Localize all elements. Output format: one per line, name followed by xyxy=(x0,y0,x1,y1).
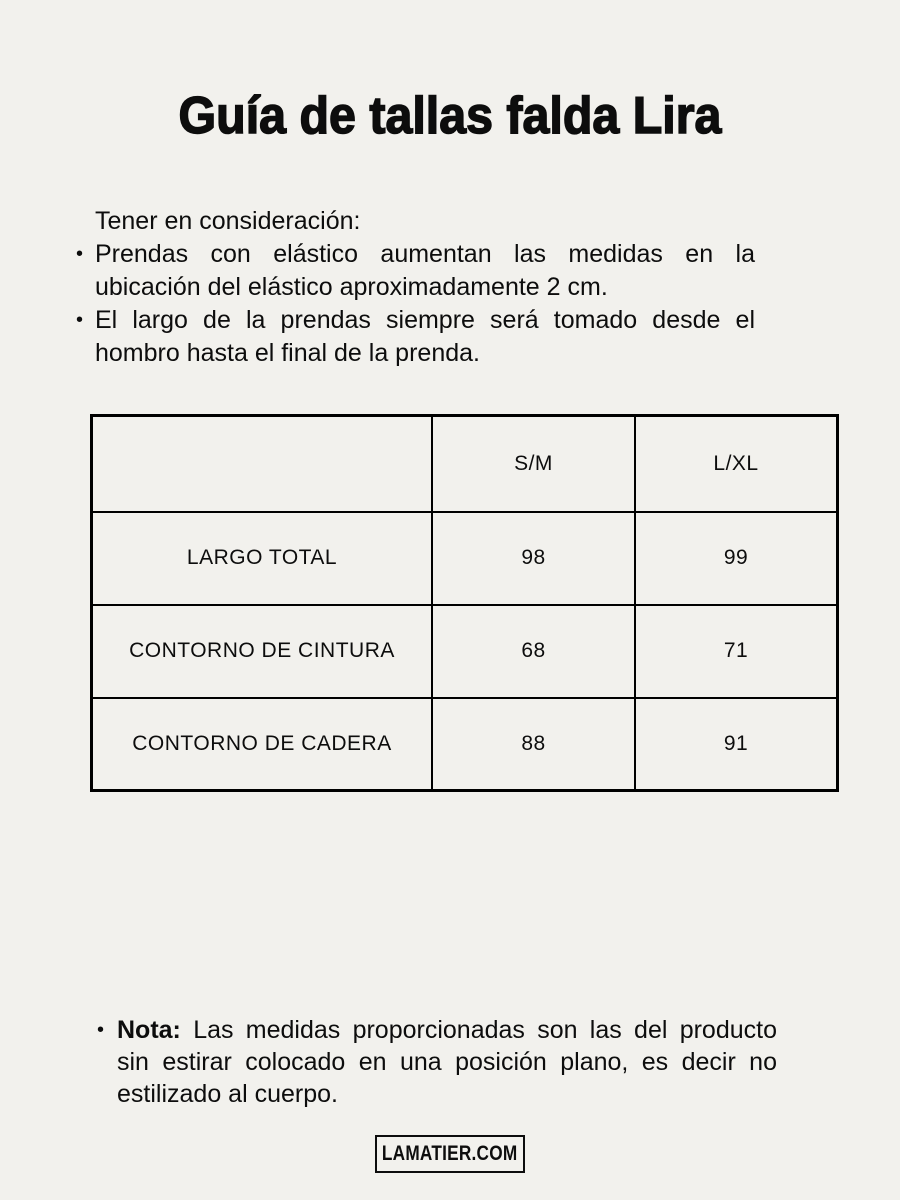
note-label: Nota: xyxy=(117,1016,181,1044)
measurement-value: 68 xyxy=(432,605,635,698)
note-section xyxy=(97,1014,777,1110)
measurement-label: CONTORNO DE CINTURA xyxy=(92,605,433,698)
brand-label: LAMATIER.COM xyxy=(382,1142,518,1165)
bullet-icon: • xyxy=(97,1019,105,1041)
measurement-value: 99 xyxy=(635,512,838,605)
note-text xyxy=(117,1014,777,1110)
size-column-header: L/XL xyxy=(635,416,838,512)
size-table xyxy=(90,414,839,792)
size-column-header: S/M xyxy=(432,416,635,512)
brand-box xyxy=(375,1135,525,1173)
bullet-icon: • xyxy=(76,243,84,265)
bullet-icon: • xyxy=(76,309,84,331)
considerations-section xyxy=(76,205,756,370)
consideration-text: El largo de la prendas siempre será tomado desde el hombro hasta el final de la prenda. xyxy=(95,306,755,367)
measurement-value: 88 xyxy=(432,698,635,791)
measurement-value: 71 xyxy=(635,605,838,698)
consideration-item xyxy=(76,304,756,370)
considerations-heading: Tener en consideración: xyxy=(95,207,361,235)
consideration-text: Prendas con elástico aumentan las medidas en la ubicación del elástico aproximadamente 2 cm. xyxy=(95,240,755,301)
note-body: Las medidas proporcionadas son las del producto sin estirar colocado en una posición plano, es decir no estilizado al cuerpo. xyxy=(117,1016,777,1108)
consideration-item xyxy=(76,238,756,304)
measurement-value: 98 xyxy=(432,512,635,605)
table-header-row xyxy=(92,416,838,512)
measurement-label: LARGO TOTAL xyxy=(92,512,433,605)
table-row xyxy=(92,698,838,791)
table-row xyxy=(92,512,838,605)
table-row xyxy=(92,605,838,698)
measurement-label: CONTORNO DE CADERA xyxy=(92,698,433,791)
measurement-value: 91 xyxy=(635,698,838,791)
size-column-header xyxy=(92,416,433,512)
page-title: Guía de tallas falda Lira xyxy=(178,86,722,145)
